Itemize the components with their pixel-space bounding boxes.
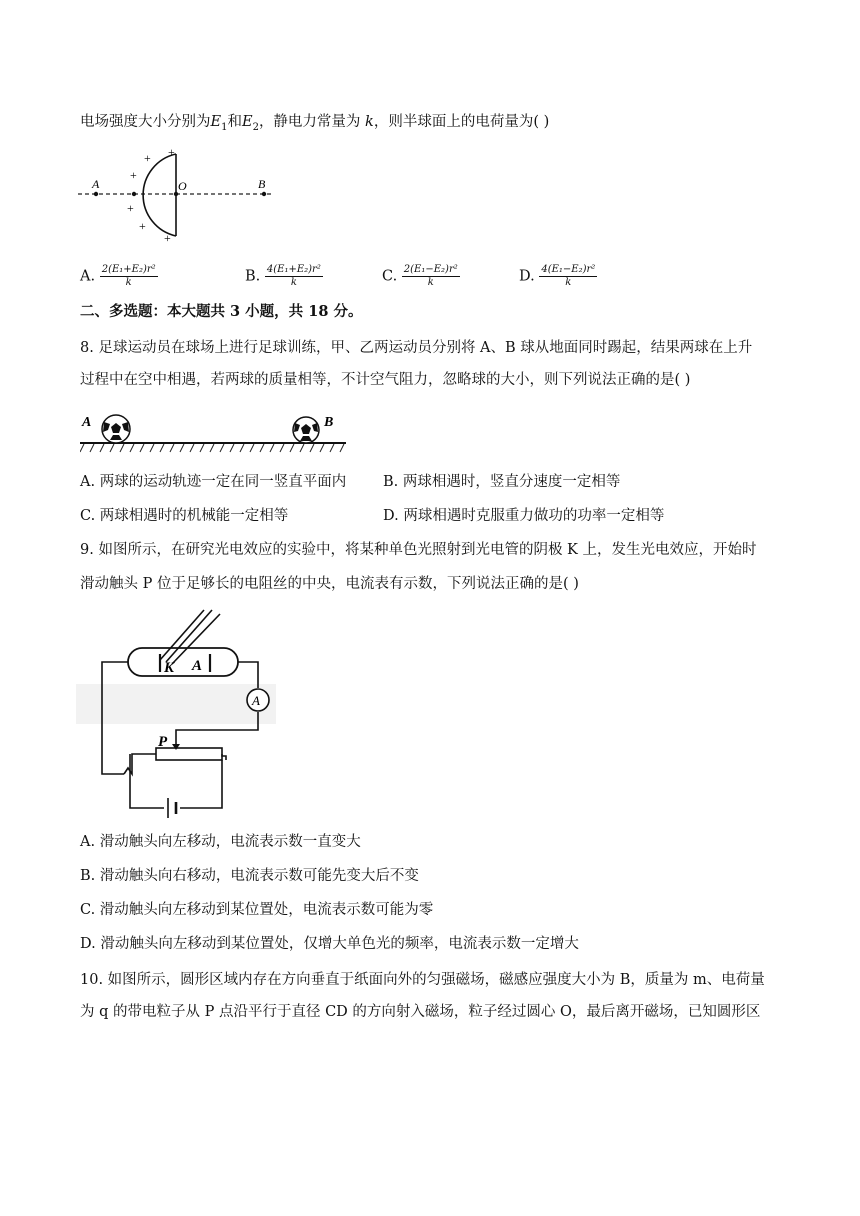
q9-option-a[interactable]: A. 滑动触头向左移动，电流表示数一直变大 xyxy=(80,834,361,850)
q8-ball-A xyxy=(102,415,130,443)
q7-k: k xyxy=(365,114,374,130)
q9-stem-line1: 9. 如图所示，在研究光电效应的实验中，将某种单色光照射到光电管的阴极 K 上，发生光电效应，开始时 xyxy=(80,542,757,558)
q7-option-b-fraction xyxy=(265,264,323,289)
q7-e1-sub: 1 xyxy=(221,121,228,133)
q8-ground-hatch xyxy=(80,444,344,452)
q7-option-c-letter: C. xyxy=(382,268,398,285)
q7-e1: E xyxy=(210,114,222,130)
q7-stem-mid: ，静电力常量为 xyxy=(258,114,361,130)
q7-option-c-num: 2(E₁−E₂)r² xyxy=(403,264,458,275)
q7-option-c-den: k xyxy=(427,277,434,288)
q7-option-d-letter: D. xyxy=(519,268,535,285)
q7-option-c-fraction xyxy=(402,264,460,289)
q7-option-a-num: 2(E₁+E₂)r² xyxy=(101,264,156,275)
q7-option-c[interactable] xyxy=(382,264,460,289)
q9-ammeter-label: A xyxy=(252,693,260,708)
q7-plus-2: + xyxy=(144,151,151,165)
q7-point-B xyxy=(262,192,266,196)
q9-stem-line2: 滑动触头 P 位于足够长的电阻丝的中央，电流表有示数，下列说法正确的是( ) xyxy=(80,576,579,592)
q9-circuit-figure xyxy=(76,604,286,826)
q7-option-b-den: k xyxy=(290,277,297,288)
q7-plus-5: + xyxy=(139,219,146,233)
q9-option-b[interactable]: B. 滑动触头向右移动，电流表示数可能先变大后不变 xyxy=(80,868,419,884)
q7-option-a-letter: A. xyxy=(80,268,96,285)
q9-option-c[interactable]: C. 滑动触头向左移动到某位置处，电流表示数可能为零 xyxy=(80,902,434,918)
q7-stem xyxy=(80,112,549,138)
q7-option-b-num: 4(E₁+E₂)r² xyxy=(266,264,321,275)
q7-label-B: B xyxy=(258,177,266,191)
q7-hemisphere-figure xyxy=(76,146,286,246)
q7-option-d-fraction xyxy=(539,264,597,289)
q7-option-d[interactable] xyxy=(519,264,597,289)
q7-stem-suffix: ，则半球面上的电荷量为( ) xyxy=(373,114,550,130)
section-heading: 二、多选题：本大题共 3 小题，共 18 分。 xyxy=(80,303,363,320)
q8-option-d[interactable]: D. 两球相遇时克服重力做功的功率一定相等 xyxy=(383,508,665,524)
q7-plus-6: + xyxy=(164,231,171,245)
q7-option-d-num: 4(E₁−E₂)r² xyxy=(541,264,596,275)
q7-point-left-edge xyxy=(132,192,136,196)
q9-scan-smudge xyxy=(76,684,276,724)
q7-label-O: O xyxy=(178,179,187,193)
q7-plus-1: + xyxy=(168,146,175,159)
q9-battery-loop xyxy=(130,754,164,808)
q7-plus-4: + xyxy=(127,201,134,215)
q8-option-c[interactable]: C. 两球相遇时的机械能一定相等 xyxy=(80,508,289,524)
q9-battery-loop-right xyxy=(180,760,222,808)
q7-stem-prefix: 电场强度大小分别为 xyxy=(80,114,211,130)
q7-option-a[interactable] xyxy=(80,264,158,289)
q7-option-b[interactable] xyxy=(245,264,323,289)
q8-ball-B xyxy=(293,417,319,443)
q7-e2-sub: 2 xyxy=(252,121,259,133)
q7-option-a-fraction xyxy=(100,264,158,289)
q8-stem-line1: 8. 足球运动员在球场上进行足球训练，甲、乙两运动员分别将 A、B 球从地面同时踢起，结果两球在上升 xyxy=(80,340,753,356)
q9-label-P: P xyxy=(158,734,168,750)
q7-e2: E xyxy=(241,114,253,130)
q9-label-K: K xyxy=(164,660,175,676)
q7-and: 和 xyxy=(227,114,242,130)
q7-hemisphere-arc xyxy=(143,154,176,236)
q8-option-b[interactable]: B. 两球相遇时，竖直分速度一定相等 xyxy=(383,474,621,490)
q7-option-b-letter: B. xyxy=(245,268,261,285)
q9-wire-bottom-left xyxy=(124,754,156,774)
q8-stem-line2: 过程中在空中相遇，若两球的质量相等，不计空气阻力，忽略球的大小，则下列说法正确的是( ) xyxy=(80,372,691,388)
q9-option-d[interactable]: D. 滑动触头向左移动到某位置处，仅增大单色光的频率，电流表示数一定增大 xyxy=(80,936,579,952)
q8-soccer-figure xyxy=(80,408,348,454)
q10-stem-line2: 为 q 的带电粒子从 P 点沿平行于直径 CD 的方向射入磁场，粒子经过圆心 O，最后离开磁场，已知圆形区 xyxy=(80,1004,761,1020)
q7-plus-3: + xyxy=(130,168,137,182)
q8-label-B: B xyxy=(324,415,334,430)
q8-option-a[interactable]: A. 两球的运动轨迹一定在同一竖直平面内 xyxy=(80,474,347,490)
q10-stem-line1: 10. 如图所示，圆形区域内存在方向垂直于纸面向外的匀强磁场，磁感应强度大小为 B，质量为 m、电荷量 xyxy=(80,972,765,988)
q7-point-A xyxy=(94,192,98,196)
q7-label-A: A xyxy=(92,177,100,191)
q9-label-A: A xyxy=(192,658,203,674)
q7-option-d-den: k xyxy=(565,277,572,288)
q8-label-A: A xyxy=(82,415,92,430)
q7-option-a-den: k xyxy=(125,277,132,288)
